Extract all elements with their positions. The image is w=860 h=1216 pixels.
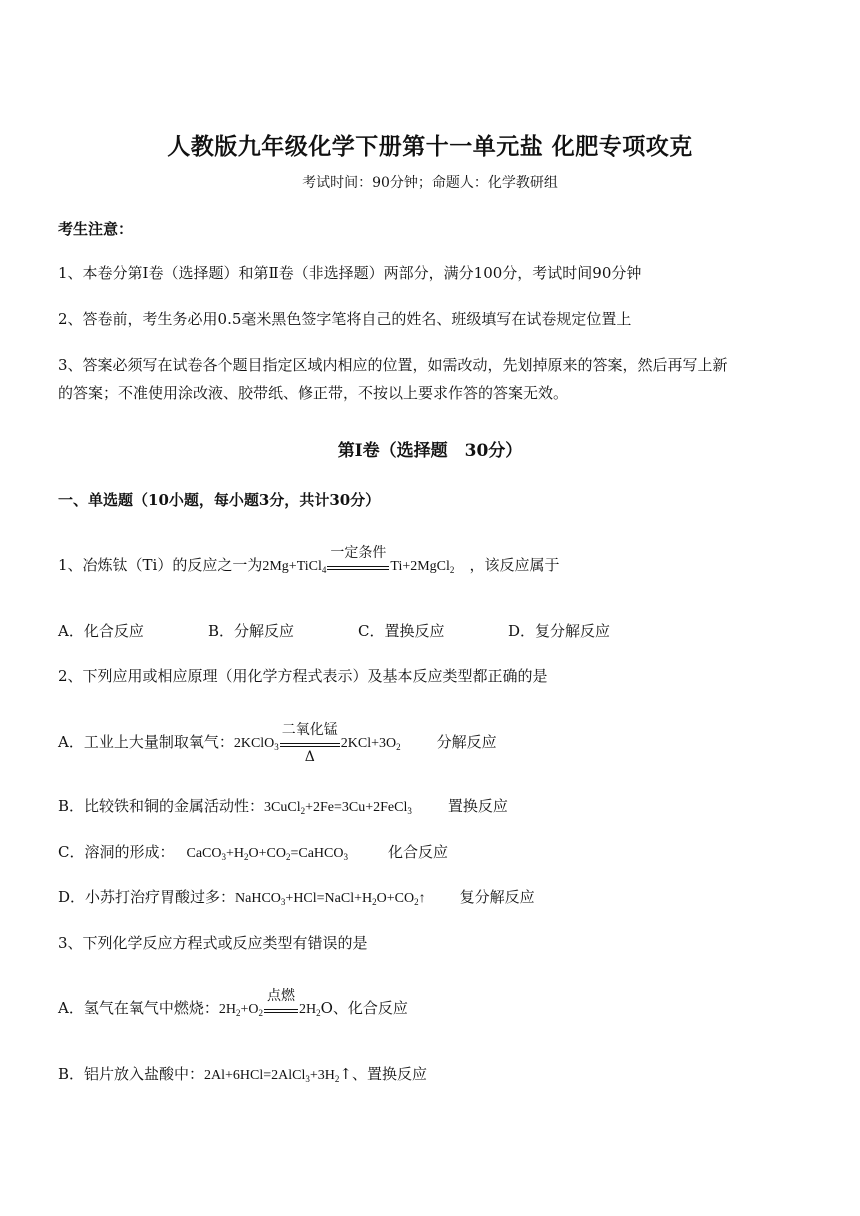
option-a[interactable]: A．化合反应 [58,622,144,640]
question-3-option-a[interactable]: A．氢气在氧气中燃烧：$2H_2+O_2$ 点燃 $2H_2O$、化合反应 [58,988,408,1018]
option-c[interactable]: C．置换反应 [358,622,445,640]
notice-item-3: 3、答案必须写在试卷各个题目指定区域内相应的位置，如需改动，先划掉原来的答案，然后再写上新 [58,356,728,374]
equation-right: Ti+2MgCl$_2$ [390,559,455,575]
question-1-stem: 1、冶炼钛（Ti）的反应之一为 [58,556,263,574]
notice-item-3-cont: 的答案；不准使用涂改液、胶带纸、修正带，不按以上要求作答的答案无效。 [58,384,569,402]
question-2-option-c[interactable]: C．溶洞的形成： $CaCO_3+H_2O+CO_2=CaHCO_3$ 化合反应 [58,843,448,862]
condition-arrow: 点燃 [264,1003,298,1013]
condition-arrow: 一定条件 [327,560,389,570]
option-b[interactable]: B．分解反应 [208,622,295,640]
section-title: 第Ⅰ卷（选择题 30分） [337,441,523,461]
notice-item-1: 1、本卷分第Ⅰ卷（选择题）和第Ⅱ卷（非选择题）两部分，满分100分，考试时间90分钟 [58,264,642,282]
page-title: 人教版九年级化学下册第十一单元盐 化肥专项攻克 [167,133,693,160]
question-2-stem: 2、下列应用或相应原理（用化学方程式表示）及基本反应类型都正确的是 [58,667,548,685]
question-3-stem: 3、下列化学反应方程式或反应类型有错误的是 [58,934,368,952]
option-d[interactable]: D．复分解反应 [508,622,611,640]
question-2-option-a[interactable]: A．工业上大量制取氧气：2KClO$_3$ 二氧化锰 Δ $2KCl+3O_2$ 分解反应 [58,722,497,765]
equation-left: 2Mg+TiCl$_4$ [262,559,327,575]
question-2-option-d[interactable]: D．小苏打治疗胃酸过多：$NaHCO_3+HCl=NaCl+H_2O+CO_2↑$ 复分解反应 [58,888,535,907]
exam-info: 考试时间：90分钟；命题人：化学教研组 [302,175,558,191]
condition-arrow: 二氧化锰 Δ [281,722,338,765]
notice-heading: 考生注意： [58,220,134,238]
question-3-option-b[interactable]: B．铝片放入盐酸中：$2Al+6HCl=2AlCl_3+3H_2↑$、置换反应 [58,1065,427,1084]
question-2-option-b[interactable]: B．比较铁和铜的金属活动性：3CuCl$_2$+2Fe=3Cu+2FeCl$_3$ 置换反应 [58,797,508,816]
notice-item-2: 2、答卷前，考生务必用0.5毫米黑色签字笔将自己的姓名、班级填写在试卷规定位置上 [58,310,632,328]
question-1: 1、冶炼钛（Ti）的反应之一为2Mg+TiCl$_4$ 一定条件 Ti+2MgCl$_2$ ，该反应属于 [58,545,560,575]
part-title: 一、单选题（10小题，每小题3分，共计30分） [58,491,381,509]
question-1-options [58,620,610,641]
